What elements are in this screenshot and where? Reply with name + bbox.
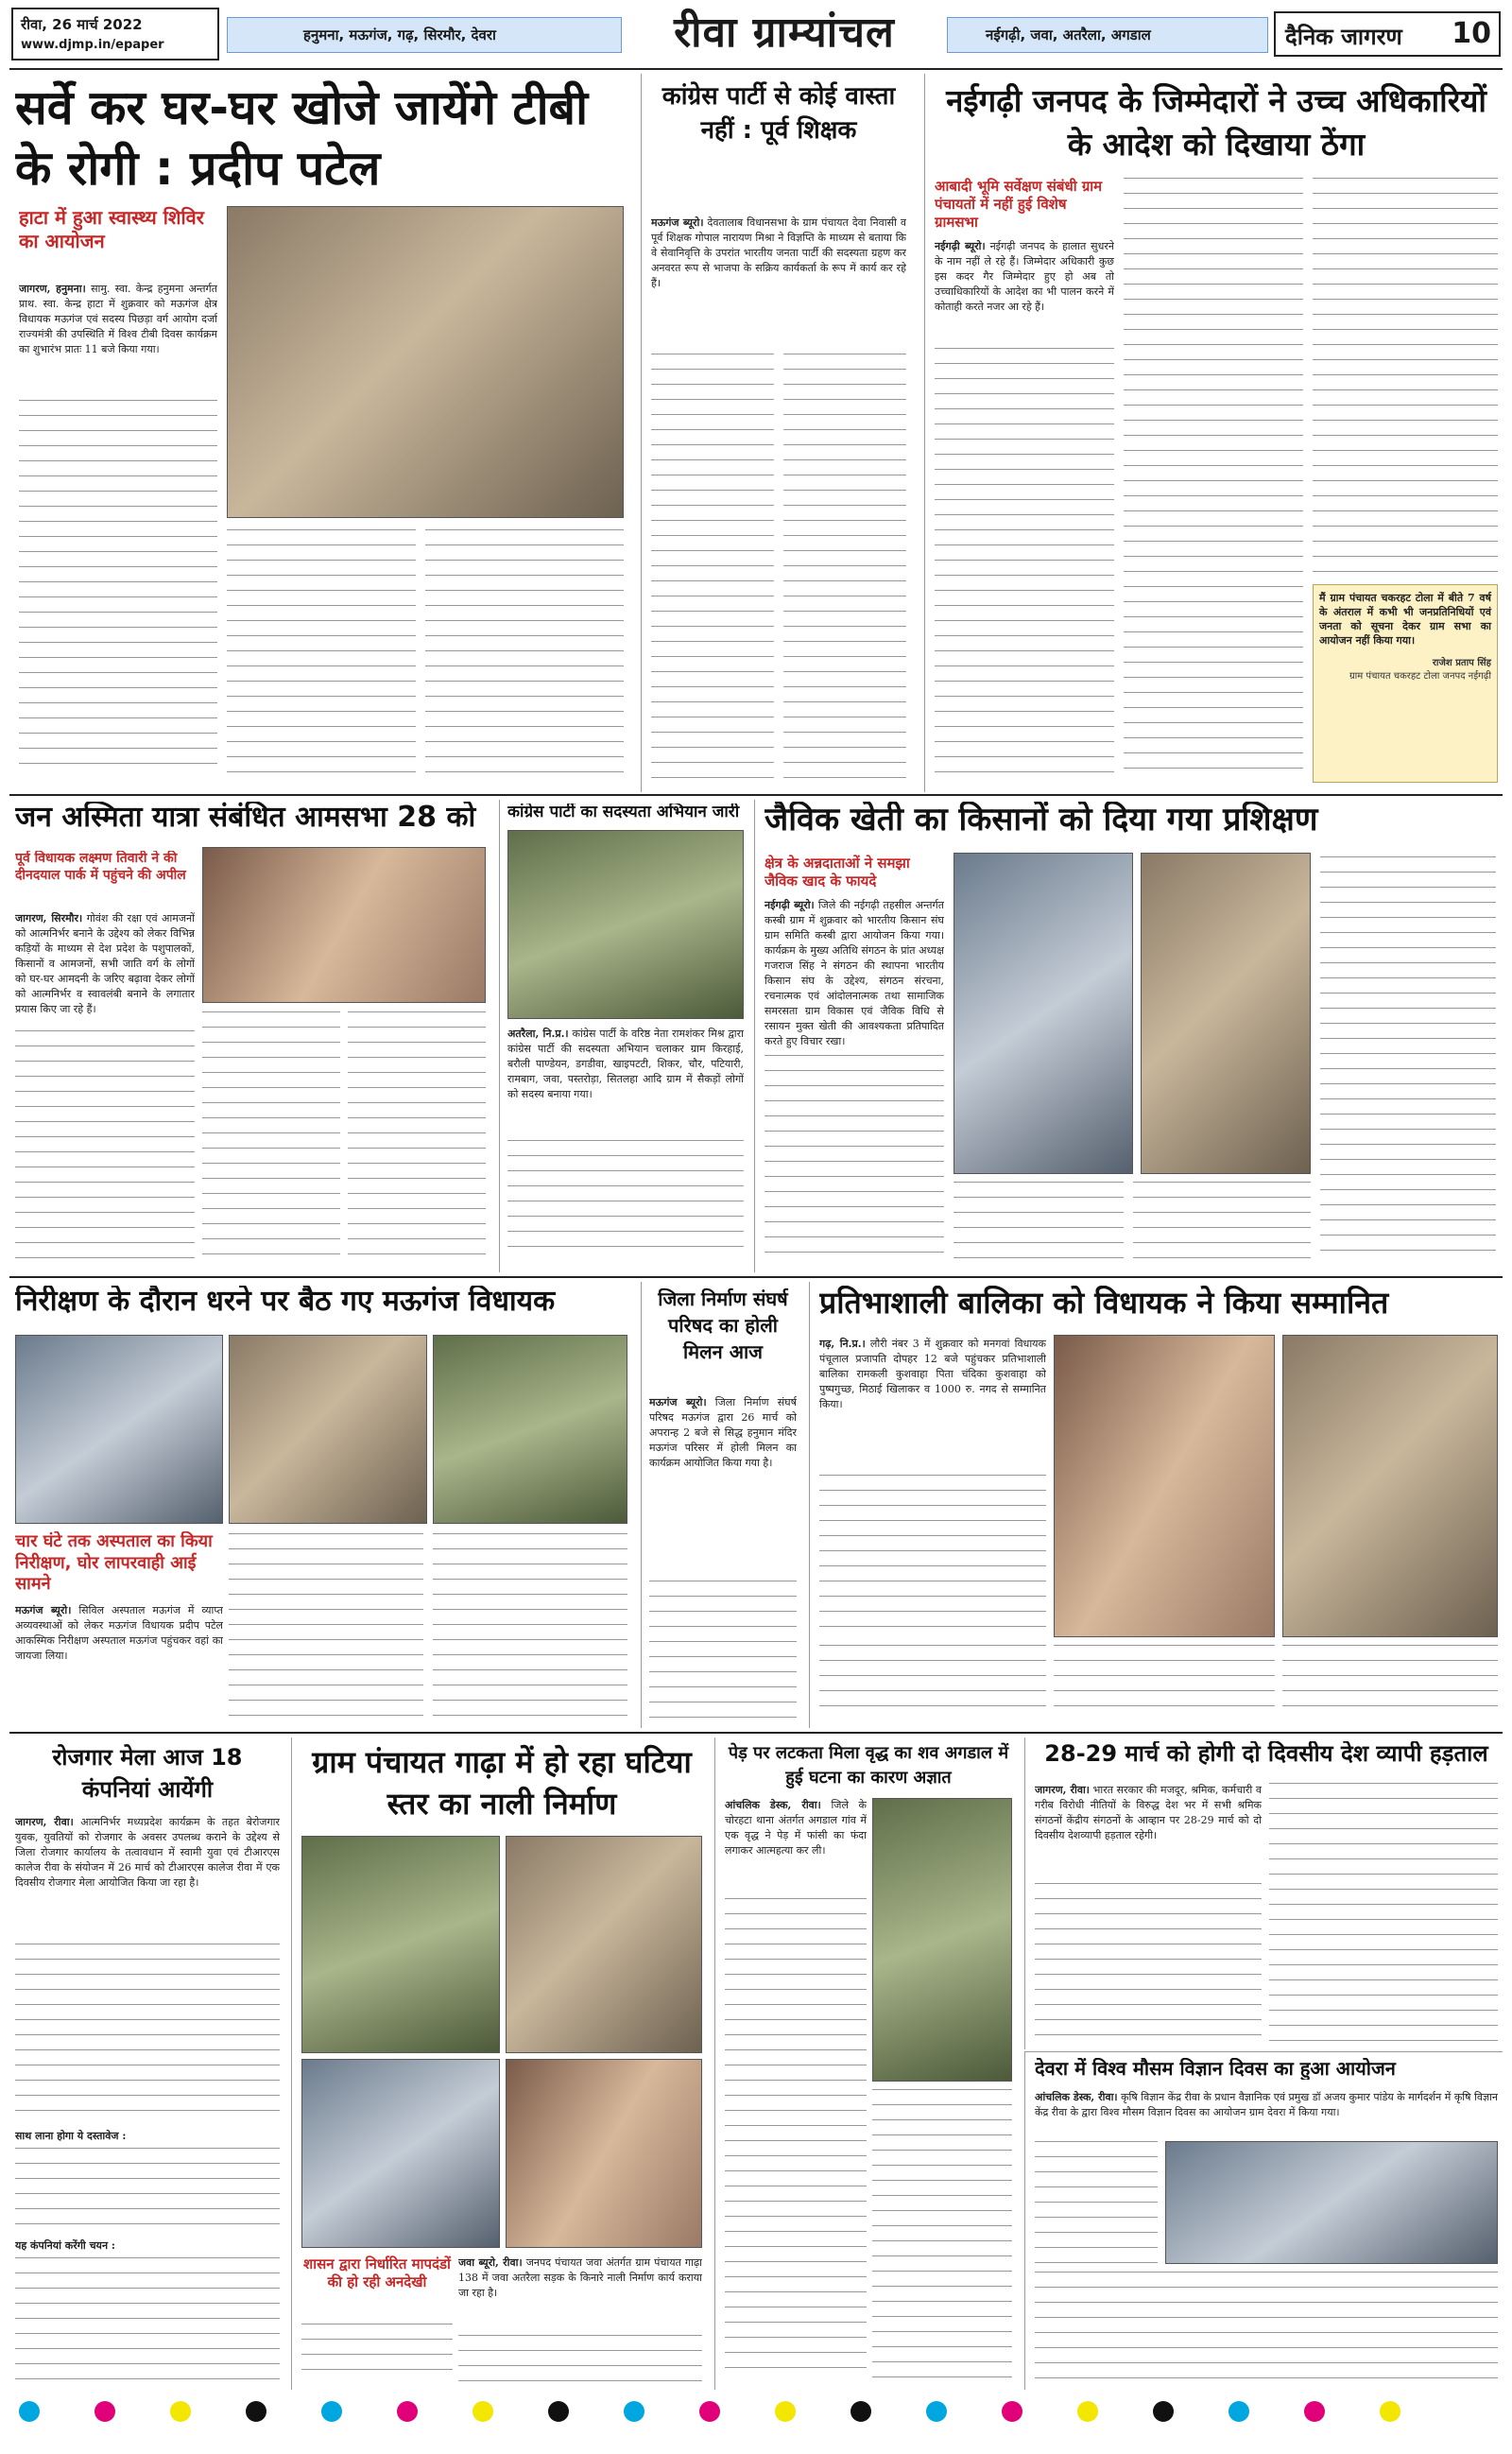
story-tb-survey (9, 74, 631, 792)
story11-body: जनपद पंचायत जवा अंतर्गत ग्राम पंचायत गाढ़ा 138 में जवा अतरैला सड़क के किनारे नाली निर्माण कार्य कराया जा रहा है। (458, 2256, 702, 2299)
story6-body: जिले की नईगढ़ी तहसील अन्तर्गत कस्बी ग्राम में शुक्रवार को भारतीय किसान संघ ग्राम समिति कस्बी द्वारा आयोजन किया गया। कार्यक्रम के मुख्य अतिथि संगठन के प्रांत अध्यक्ष गजराज सिंह ने संगठन की स्थापना भारतीय किसान संघ के उद्देश्य, संगठन संरचना, रचनात्मक एवं आंदोलनात्मक तथा सामाजिक समरसता ग्राम विकास एवं जैविक विधि से रसायन मुक्त खेती की आवश्यकता प्रतिपादित करते हुए विचार रखा। (765, 899, 944, 1047)
story3-text-fill (935, 348, 1114, 783)
story3-byline: नईगढ़ी ब्यूरो। (935, 240, 986, 252)
story11-subhead: शासन द्वारा निर्धारित मापदंडों की हो रही अनदेखी (303, 2255, 451, 2290)
story12-text (725, 1798, 867, 1892)
header-left-regions: हनुमना, मऊगंज, गढ़, सिरमौर, देवरा (227, 17, 622, 53)
story13-byline: जागरण, रीवा। (1035, 1784, 1090, 1796)
story12-text-fill-2 (872, 2089, 1012, 2380)
story7-text (15, 1603, 223, 1720)
story13-text (1035, 1783, 1262, 1877)
story9-headline: प्रतिभाशाली बालिका को विधायक ने किया सम्मानित (819, 1286, 1389, 1321)
color-mark-cyan (19, 2401, 40, 2422)
story1-subhead: हाटा में हुआ स्वास्थ्य शिविर का आयोजन (19, 206, 204, 252)
story12-byline: आंचलिक डेस्क, रीवा। (725, 1799, 821, 1811)
story1-byline: जागरण, हनुमना। (19, 283, 86, 295)
color-mark-black (246, 2401, 266, 2422)
story-girl-honored (809, 1282, 1503, 1728)
story2-text-fill-2 (783, 354, 906, 779)
story12-text-fill (725, 1898, 867, 2380)
story5-text (507, 1027, 744, 1135)
header-paper-box (1274, 11, 1501, 57)
color-mark-cyan-3 (624, 2401, 644, 2422)
color-mark-yellow-5 (1380, 2401, 1400, 2422)
story6-text-fill-4 (1320, 856, 1496, 1263)
story9-body: लौरी नंबर 3 में शुक्रवार को मनगवां विधायक पंचूलाल प्रजापति दोपहर 12 बजे पहुंचकर प्रतिभाशाली बालिका रामकली कुशवाहा पिता चंदिका कुशवाहा को पुष्पगुच्छ, मिठाई खिलाकर व 1000 रु. नगद से सम्मानित किया। (819, 1338, 1046, 1410)
story11-text-fill (301, 2324, 453, 2382)
color-mark-cyan-4 (926, 2401, 947, 2422)
story1-text-fill-3 (425, 529, 624, 777)
story-naigarhi-janpad (924, 74, 1503, 792)
story4-photo (202, 847, 486, 1003)
story3-text-fill-3 (1313, 178, 1498, 575)
story9-text (819, 1337, 1046, 1469)
story2-text-fill (651, 354, 774, 779)
story9-text-fill-3 (1054, 1645, 1275, 1720)
story6-photo-2 (1141, 853, 1311, 1174)
story13-text-fill (1035, 1883, 1262, 2044)
story-organic-farming (754, 800, 1503, 1272)
story4-body: गोवंश की रक्षा एवं आमजनों को आत्मनिर्भर बनाने के उद्देश्य को लेकर विभिन्न कड़ियों के माध्यम से देश प्रदेश के पशुपालकों, किसानों व आमजनों, सभी जाति वर्ग के लोगों को घर-घर आमदनी के जरिए बढ़ावा देकर लोगों को आत्मनिर्भर व स्वावलंबी बनाने के लगातार प्रयास किए जा रहे हैं। (15, 912, 195, 1015)
story14-body: कृषि विज्ञान केंद्र रीवा के प्रधान वैज्ञानिक एवं प्रमुख डॉ अजय कुमार पांडेय के मार्गदर्शन में कृषि विज्ञान केंद्र रीवा के द्वारा विश्व मौसम विज्ञान दिवस का आयोजन ग्राम देवरा में किया गया। (1035, 2091, 1498, 2118)
story6-byline: नईगढ़ी ब्यूरो। (765, 899, 815, 911)
story10-text-fill-2 (15, 2148, 280, 2233)
color-mark-black-4 (1153, 2401, 1174, 2422)
story11-text (458, 2255, 702, 2331)
story9-text-fill-2 (819, 1645, 1046, 1720)
story10-text (15, 1815, 280, 1938)
story7-photo-1 (15, 1335, 223, 1524)
story3-headline: नईगढ़ी जनपद के जिम्मेदारों ने उच्च अधिकारियों के आदेश को दिखाया ठेंगा (946, 82, 1486, 163)
story-meteorology-day (1024, 2051, 1503, 2390)
story8-headline: जिला निर्माण संघर्ष परिषद का होली मिलन आज (658, 1287, 788, 1363)
header-website[interactable]: www.djmp.in/epaper (21, 38, 164, 52)
story10-sub-companies: यह कंपनियां करेंगी चयन : (15, 2239, 115, 2252)
story6-text-fill (765, 1055, 944, 1263)
header-paper-name: दैनिक जागरण (1285, 24, 1402, 50)
story1-photo (227, 206, 624, 518)
story7-subhead: चार घंटे तक अस्पताल का किया निरीक्षण, घोर लापरवाही आई सामने (15, 1531, 213, 1594)
masthead: रीवा ग्राम्यांचल (674, 9, 895, 57)
story9-photo-1 (1054, 1335, 1275, 1637)
story9-text-fill-4 (1282, 1645, 1498, 1720)
color-mark-yellow-4 (1077, 2401, 1098, 2422)
story6-subhead: क्षेत्र के अन्नदाताओं ने समझा जैविक खाद के फायदे (765, 855, 910, 890)
story6-text-fill-2 (954, 1182, 1124, 1263)
color-mark-magenta-5 (1304, 2401, 1325, 2422)
story10-body: आत्मनिर्भर मध्यप्रदेश कार्यक्रम के तहत बेरोजगार युवक, युवतियों को रोजगार के अवसर उपलब्ध कराने के उद्देश्य से जिला रोजगार कार्यालय के तत्वावधान में स्वामी युवा एवं टीआरएस कालेज रीवा के संयोजन में 26 मार्च को टीआरएस कालेज रीवा में एक दिवसीय रोजगार मेला आयोजित किया जा रहा है। (15, 1816, 280, 1889)
story2-body: देवतालाब विधानसभा के ग्राम पंचायत देवा निवासी व पूर्व शिक्षक गोपाल नारायण मिश्रा ने विज्ञप्ति के माध्यम से बताया कि वे सेवानिवृत्ति के उपरांत भारतीय जनता पार्टी की सदस्यता ग्रहण कर अनवरत रूप से भाजपा के सक्रिय कार्यकर्ता के रूप में कार्य कर रहे हैं। (651, 216, 906, 289)
story4-headline: जन अस्मिता यात्रा संबंधित आमसभा 28 को (15, 802, 476, 834)
story6-photo-1 (954, 853, 1133, 1174)
story12-photo (872, 1798, 1012, 2082)
story3-text-fill-2 (1124, 178, 1303, 783)
header-date: रीवा, 26 मार्च 2022 (21, 16, 143, 33)
story9-byline: गढ़, नि.प्र.। (819, 1338, 866, 1350)
header-right-regions: नईगढ़ी, जवा, अतरैला, अगडाल (947, 17, 1268, 53)
story11-photo-3 (301, 2059, 500, 2248)
story3-quote: मैं ग्राम पंचायत चकरहट टोला में बीते 7 वर्ष के अंतराल में कभी भी जनप्रतिनिधियों एवं जनता को सूचना देकर ग्राम सभा का आयोजन नहीं किया गया। (1319, 592, 1491, 647)
story14-text-fill (1035, 2141, 1158, 2264)
color-mark-yellow (170, 2401, 191, 2422)
color-mark-magenta-2 (397, 2401, 418, 2422)
story10-byline: जागरण, रीवा। (15, 1816, 74, 1828)
story7-photo-2 (229, 1335, 427, 1524)
story7-text-fill (229, 1533, 423, 1720)
story10-headline: रोजगार मेला आज 18 कंपनियां आयेंगी (52, 1744, 243, 1803)
story8-text-fill (649, 1581, 797, 1720)
story11-photo-2 (506, 1836, 702, 2053)
story13-headline: 28-29 मार्च को होगी दो दिवसीय देश व्यापी हड़ताल (1044, 1741, 1488, 1767)
story4-text-fill-2 (202, 1011, 340, 1261)
color-mark-black-2 (548, 2401, 569, 2422)
story-mauganj-mla (9, 1282, 633, 1728)
story4-text-fill-3 (348, 1011, 486, 1261)
story6-headline: जैविक खेती का किसानों को दिया गया प्रशिक्षण (765, 802, 1318, 838)
story4-text (15, 911, 195, 1025)
story7-photo-3 (433, 1335, 627, 1524)
story6-text-fill-3 (1133, 1182, 1311, 1263)
story-holi-milan (641, 1282, 801, 1728)
story5-byline: अतरैला, नि.प्र.। (507, 1028, 569, 1040)
color-mark-yellow-2 (472, 2401, 493, 2422)
story7-byline: मऊगंज ब्यूरो। (15, 1604, 72, 1616)
story-jan-asmita (9, 800, 491, 1272)
story-job-fair (9, 1737, 284, 2390)
footer-color-marks (19, 2401, 1493, 2429)
story14-photo (1165, 2141, 1498, 2264)
story12-body: जिले के चोरहटा थाना अंतर्गत अगडाल गांव में एक वृद्ध ने पेड़ में फांसी का फंदा लगाकर आत्महत्या कर ली। (725, 1799, 867, 1857)
story11-photo-1 (301, 1836, 500, 2053)
story7-body: सिविल अस्पताल मऊगंज में व्याप्त अव्यवस्थाओं को लेकर मऊगंज विधायक प्रदीप पटेल आकस्मिक निरीक्षण अस्पताल मऊगंज पहुंचकर वहां का जायजा लिया। (15, 1604, 223, 1662)
story8-body: जिला निर्माण संघर्ष परिषद मऊगंज द्वारा 26 मार्च को अपरान्ह 2 बजे से सिद्ध हनुमान मंदिर मऊगंज परिसर में होली मिलन का कार्यक्रम आयोजित किया गया है। (649, 1396, 797, 1469)
story2-byline: मऊगंज ब्यूरो। (651, 216, 704, 229)
story3-quote-role: ग्राम पंचायत चकरहट टोला जनपद नईगढ़ी (1349, 671, 1491, 682)
story1-headline: सर्वे कर घर-घर खोजे जायेंगे टीबी के रोगी : प्रदीप पटेल (15, 80, 589, 196)
story3-quote-name: राजेश प्रताप सिंह (1432, 658, 1491, 668)
story1-body: सामु. स्वा. केन्द्र हनुमना अन्तर्गत प्राथ. स्वा. केन्द्र हाटा में शुक्रवार को मऊगंज क्षेत्र विधायक मऊगंज एवं सदस्य पिछड़ा वर्ग आयोग दर्जा राज्यमंत्री की उपस्थिति में विश्व टीबी दिवस कार्यक्रम का शुभारंभ प्रातः 11 बजे किया गया। (19, 283, 217, 355)
story-congress-teacher (641, 74, 915, 792)
story2-headline: कांग्रेस पार्टी से कोई वास्ता नहीं : पूर्व शिक्षक (662, 82, 896, 145)
story11-photo-4 (506, 2059, 702, 2248)
header-page-number: 10 (1452, 17, 1491, 50)
color-mark-cyan-5 (1228, 2401, 1249, 2422)
story-elderly-body (714, 1737, 1017, 2390)
story-drain-construction (291, 1737, 707, 2390)
story13-body: भारत सरकार की मजदूर, श्रमिक, कर्मचारी व गरीब विरोधी नीतियों के विरुद्ध देश भर में सभी श्रमिक संगठनों केंद्रीय संगठनों के आव्हान पर 28-29 मार्च को दो दिवसीय देशव्यापी हड़ताल रहेगी। (1035, 1784, 1262, 1841)
story8-text (649, 1395, 797, 1575)
story5-photo (507, 830, 744, 1019)
color-mark-magenta (94, 2401, 115, 2422)
story-nationwide-strike (1024, 1737, 1503, 2049)
story7-headline: निरीक्षण के दौरान धरने पर बैठ गए मऊगंज विधायक (15, 1286, 556, 1318)
story14-text (1035, 2090, 1498, 2135)
color-mark-cyan-2 (321, 2401, 342, 2422)
story3-body: नईगढ़ी जनपद के हालात सुधरने के नाम नहीं ले रहे हैं। जिम्मेदार अधिकारी कुछ इस कदर गैर जिम्मेदार हुए हो अब तो उच्चाधिकारियों के आदेश का भी पालन करने में कोताही करते नजर आ रहे हैं। (935, 240, 1114, 313)
story3-quote-box (1313, 584, 1498, 783)
story2-text (651, 216, 906, 348)
story9-photo-2 (1282, 1335, 1498, 1637)
header-date-box (11, 8, 219, 60)
story14-text-fill-2 (1035, 2272, 1498, 2385)
story10-text-fill-3 (15, 2257, 280, 2380)
story5-body: कांग्रेस पार्टी के वरिष्ठ नेता रामशंकर मिश्र द्वारा कांग्रेस पार्टी की सदस्यता अभियान चलाकर ग्राम किरहाई, बरौली पाण्डेयन, डगडीवा, खाइपटटी, शिकर, चौर, पटियारी, रामबाग, जवा, पस्तरोड़ा, सितलहा आदि ग्राम में सैकड़ों लोगों को सदस्य बनाया गया। (507, 1028, 744, 1100)
story7-text-fill-2 (433, 1533, 627, 1720)
story10-text-fill (15, 1944, 280, 2123)
color-mark-yellow-3 (775, 2401, 796, 2422)
row1-rule (9, 794, 1503, 796)
story5-headline: कांग्रेस पार्टी का सदस्यता अभियान जारी (507, 804, 740, 821)
story4-byline: जागरण, सिरमौर। (15, 912, 83, 925)
story14-byline: आंचलिक डेस्क, रीवा। (1035, 2091, 1118, 2103)
story4-subhead: पूर्व विधायक लक्ष्मण तिवारी ने की दीनदयाल पार्क में पहुंचने की अपील (15, 851, 186, 883)
story11-headline: ग्राम पंचायत गाढ़ा में हो रहा घटिया स्तर का नाली निर्माण (312, 1744, 692, 1822)
header-rule (9, 68, 1503, 70)
story13-text-fill-2 (1269, 1783, 1498, 2044)
story5-text-fill (507, 1140, 744, 1261)
story12-headline: पेड़ पर लटकता मिला वृद्ध का शव अगडाल में हुई घटना का कारण अज्ञात (728, 1743, 1009, 1788)
story3-subhead: आबादी भूमि सर्वेक्षण संबंधी ग्राम पंचायतों में नहीं हुई विशेष ग्रामसभा (935, 178, 1103, 231)
story8-byline: मऊगंज ब्यूरो। (649, 1396, 707, 1408)
color-mark-magenta-3 (699, 2401, 720, 2422)
color-mark-magenta-4 (1002, 2401, 1022, 2422)
color-mark-black-3 (850, 2401, 871, 2422)
row3-rule (9, 1732, 1503, 1734)
story1-text-fill (19, 400, 217, 778)
row2-rule (9, 1276, 1503, 1278)
story1-text-fill-2 (227, 529, 416, 777)
story3-text (935, 239, 1114, 343)
story11-text-fill-2 (458, 2335, 702, 2382)
story10-sub-documents: साथ लाना होगा ये दस्तावेज : (15, 2130, 127, 2142)
story14-headline: देवरा में विश्व मौसम विज्ञान दिवस का हुआ आयोजन (1035, 2058, 1396, 2080)
story4-text-fill (15, 1030, 195, 1261)
story11-byline: जवा ब्यूरो, रीवा। (458, 2256, 523, 2269)
story9-text-fill (819, 1475, 1046, 1635)
story6-text (765, 898, 944, 1049)
story-congress-membership (499, 800, 747, 1272)
